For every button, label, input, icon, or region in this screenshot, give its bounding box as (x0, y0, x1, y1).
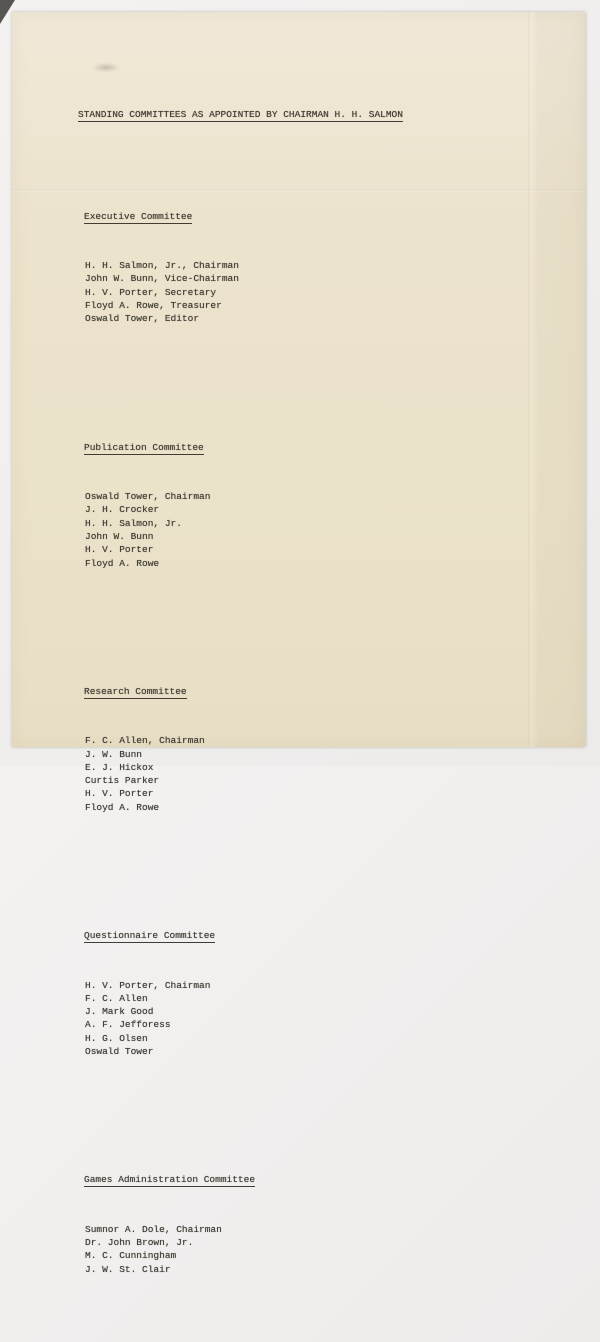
member-line: John W. Bunn (85, 530, 154, 542)
page-title: STANDING COMMITTEES AS APPOINTED BY CHAIRMAN H. H. SALMON (78, 108, 403, 120)
committee-heading-text: Games Administration Committee (84, 1174, 256, 1186)
member-line: H. V. Porter (85, 788, 154, 800)
member-line: J. W. St. Clair (85, 1263, 171, 1275)
member-line: H. V. Porter, Chairman (85, 979, 211, 991)
member-line: M. C. Cunningham (85, 1250, 177, 1262)
committee-heading (84, 441, 508, 454)
member-line: Oswald Tower, Chairman (85, 491, 211, 503)
member-line: F. C. Allen (85, 992, 148, 1004)
committee-heading-text: Research Committee (84, 685, 187, 697)
committee-section (78, 649, 508, 853)
member-line: Floyd A. Rowe (85, 557, 160, 569)
committee-heading-text: Executive Committee (84, 210, 193, 222)
member-line: H. H. Salmon, Jr. (85, 517, 182, 529)
member-line: Oswald Tower, Editor (85, 313, 200, 325)
committee-heading (84, 1173, 508, 1186)
member-line: Floyd A. Rowe (85, 801, 160, 813)
committee-section (78, 894, 508, 1098)
member-line: Floyd A. Rowe, Treasurer (85, 299, 222, 311)
member-line: Curtis Parker (85, 775, 160, 787)
member-line: H. V. Porter (85, 544, 154, 556)
member-line: Oswald Tower (85, 1046, 154, 1057)
member-line: H. V. Porter, Secretary (85, 286, 217, 298)
committee-heading (84, 929, 508, 942)
member-line: Dr. John Brown, Jr. (85, 1237, 194, 1249)
committee-heading-text: Questionnaire Committee (84, 930, 216, 942)
member-line: E. J. Hickox (85, 761, 154, 773)
member-line: H. H. Salmon, Jr., Chairman (85, 260, 239, 272)
member-line: J. W. Bunn (85, 748, 143, 760)
member-list (85, 734, 508, 814)
member-line: A. F. Jefforess (85, 1019, 171, 1031)
document-content (78, 0, 508, 1342)
committee-section (78, 405, 508, 609)
member-line: H. G. Olsen (85, 1032, 148, 1044)
dark-corner-mark (0, 0, 15, 24)
member-list (85, 490, 508, 570)
committee-heading (84, 685, 508, 698)
member-line: J. H. Crocker (85, 504, 160, 516)
member-line: F. C. Allen, Chairman (85, 735, 205, 747)
committee-sections (78, 147, 508, 1328)
vertical-fold-crease (528, 12, 588, 747)
member-line: J. Mark Good (85, 1006, 154, 1018)
member-list (85, 1223, 508, 1276)
committee-heading (84, 210, 508, 223)
committee-section (78, 1138, 508, 1316)
member-line: Sumnor A. Dole, Chairman (85, 1223, 222, 1235)
member-line: John W. Bunn, Vice-Chairman (85, 273, 239, 285)
member-list (85, 259, 508, 325)
committee-section (78, 174, 508, 365)
committee-heading-text: Publication Committee (84, 441, 204, 453)
member-list (85, 979, 508, 1059)
